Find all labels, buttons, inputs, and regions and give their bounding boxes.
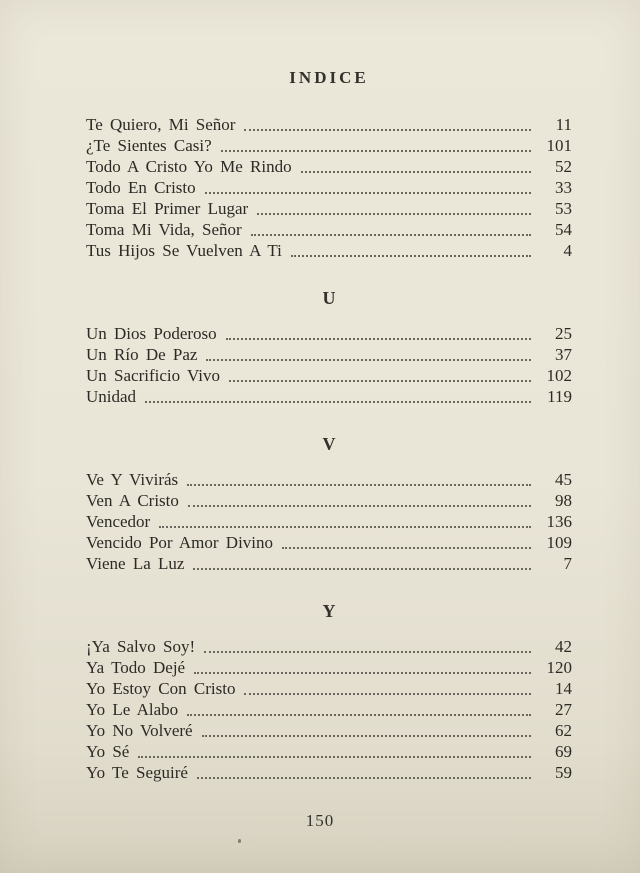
entry-page-number: 11 <box>555 115 572 134</box>
index-entry <box>86 344 572 365</box>
dot-leader <box>187 714 531 716</box>
entry-page-number: 25 <box>555 324 572 343</box>
dot-leader <box>251 234 531 236</box>
index-entry <box>86 198 572 219</box>
entry-title: Todo A Cristo Yo Me Rindo <box>86 157 292 176</box>
entry-page-number: 101 <box>546 136 572 155</box>
dot-leader <box>194 672 531 674</box>
entry-page-number: 59 <box>555 763 572 782</box>
entry-title: Ven A Cristo <box>86 491 179 510</box>
index-entry <box>86 678 572 699</box>
entry-title: Yo Sé <box>86 742 130 761</box>
entry-title: Yo No Volveré <box>86 721 193 740</box>
page-number: 150 <box>305 811 335 830</box>
index-entry <box>86 636 572 657</box>
dot-leader <box>197 777 531 779</box>
entry-page-number: 14 <box>555 679 572 698</box>
entry-page-number: 33 <box>555 178 572 197</box>
dot-leader <box>226 338 531 340</box>
dot-leader <box>301 171 531 173</box>
entry-page-number: 62 <box>555 721 572 740</box>
entry-page-number: 37 <box>555 345 572 364</box>
entry-title: Yo Te Seguiré <box>86 763 188 782</box>
index-entry <box>86 469 572 490</box>
index-entry <box>86 135 572 156</box>
index-entry <box>86 699 572 720</box>
entry-title: ¡Ya Salvo Soy! <box>86 637 196 656</box>
entry-title: Vencido Por Amor Divino <box>86 533 274 552</box>
entry-page-number: 119 <box>547 387 572 406</box>
dot-leader <box>205 192 531 194</box>
page-title: INDICE <box>289 68 369 87</box>
dot-leader <box>159 526 531 528</box>
dot-leader <box>202 735 531 737</box>
entry-page-number: 4 <box>563 241 572 260</box>
entry-title: Un Dios Poderoso <box>86 324 217 343</box>
entry-title: Vencedor <box>86 512 151 531</box>
index-entry <box>86 532 572 553</box>
entry-page-number: 45 <box>555 470 572 489</box>
dot-leader <box>145 401 531 403</box>
entry-page-number: 52 <box>555 157 572 176</box>
dot-leader <box>244 129 531 131</box>
entry-title: Todo En Cristo <box>86 178 196 197</box>
index-entry <box>86 156 572 177</box>
dot-leader <box>229 380 531 382</box>
entry-page-number: 102 <box>546 366 572 385</box>
dot-leader <box>206 359 531 361</box>
dot-leader <box>244 693 531 695</box>
entry-title: Viene La Luz <box>86 554 185 573</box>
entry-title: Ya Todo Dejé <box>86 658 186 677</box>
entry-page-number: 54 <box>555 220 572 239</box>
entry-title: Unidad <box>86 387 137 406</box>
dot-leader <box>187 484 531 486</box>
index-entry <box>86 657 572 678</box>
entry-title: Te Quiero, Mi Señor <box>86 115 236 134</box>
index-entry <box>86 177 572 198</box>
entry-page-number: 7 <box>563 554 572 573</box>
index-entry <box>86 741 572 762</box>
entry-title: Yo Le Alabo <box>86 700 179 719</box>
index-entry <box>86 490 572 511</box>
entry-title: Toma El Primer Lugar <box>86 199 249 218</box>
entry-page-number: 136 <box>546 512 572 531</box>
entry-page-number: 98 <box>555 491 572 510</box>
index-sections <box>86 114 572 783</box>
index-entry <box>86 386 572 407</box>
entry-page-number: 120 <box>546 658 572 677</box>
scan-artifact-dot <box>238 839 241 843</box>
index-entry <box>86 365 572 386</box>
dot-leader <box>257 213 531 215</box>
entry-title: Un Río De Paz <box>86 345 198 364</box>
entry-page-number: 42 <box>555 637 572 656</box>
dot-leader <box>221 150 531 152</box>
index-entry <box>86 553 572 574</box>
index-entry <box>86 323 572 344</box>
index-entry <box>86 240 572 261</box>
entry-title: ¿Te Sientes Casi? <box>86 136 212 155</box>
section-heading: Y <box>322 601 336 621</box>
index-entry <box>86 720 572 741</box>
dot-leader <box>188 505 531 507</box>
index-entry <box>86 762 572 783</box>
entry-page-number: 109 <box>546 533 572 552</box>
dot-leader <box>204 651 531 653</box>
entry-title: Tus Hijos Se Vuelven A Ti <box>86 241 282 260</box>
entry-page-number: 27 <box>555 700 572 719</box>
section-heading: U <box>322 288 336 308</box>
dot-leader <box>193 568 531 570</box>
dot-leader <box>138 756 531 758</box>
entry-title: Yo Estoy Con Cristo <box>86 679 236 698</box>
entry-page-number: 53 <box>555 199 572 218</box>
dot-leader <box>291 255 531 257</box>
dot-leader <box>282 547 531 549</box>
index-entry <box>86 219 572 240</box>
entry-title: Ve Y Vivirás <box>86 470 179 489</box>
entry-title: Toma Mi Vida, Señor <box>86 220 242 239</box>
entry-title: Un Sacrificio Vivo <box>86 366 221 385</box>
index-content <box>86 68 572 783</box>
index-entry <box>86 114 572 135</box>
index-entry <box>86 511 572 532</box>
entry-page-number: 69 <box>555 742 572 761</box>
section-heading: V <box>322 434 336 454</box>
